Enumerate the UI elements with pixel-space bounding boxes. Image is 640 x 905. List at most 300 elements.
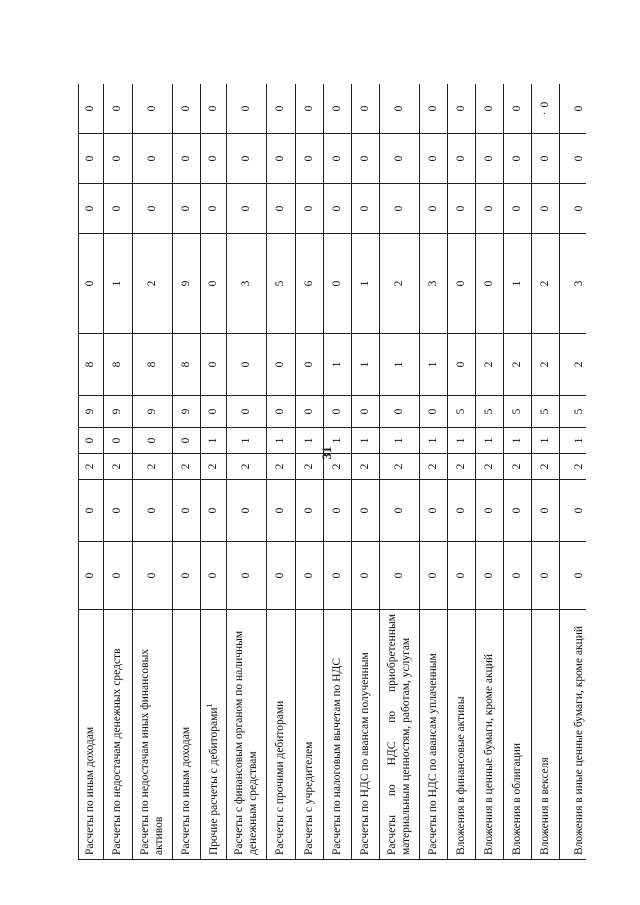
code-cell <box>532 542 560 610</box>
code-digit: 2 <box>572 463 585 470</box>
code-digit: 0 <box>482 572 495 579</box>
row-label <box>420 610 448 860</box>
code-digit: 0 <box>274 507 287 514</box>
code-cell <box>173 396 201 428</box>
code-cell <box>448 84 476 134</box>
code-cell <box>79 454 104 480</box>
code-digit: 0 <box>84 572 97 579</box>
code-digit: 0 <box>239 507 252 514</box>
code-digit: 2 <box>510 463 523 470</box>
code-digit: 2 <box>145 463 158 470</box>
code-digit: 0 <box>510 155 523 162</box>
code-cell <box>324 184 352 234</box>
code-digit: 0 <box>510 507 523 514</box>
code-digit: 0 <box>392 155 405 162</box>
row-label-text: Расчеты по НДС по приобретенным материальным ценностям, работам, услугам <box>386 614 412 855</box>
code-cell <box>79 134 104 184</box>
code-digit: 0 <box>426 205 439 212</box>
code-cell <box>173 454 201 480</box>
row-label <box>133 610 173 860</box>
code-digit: 0 <box>392 105 405 112</box>
code-cell <box>352 428 380 454</box>
row-label-text: Вложения в иные ценные бумаги, кроме акций <box>572 625 585 855</box>
code-digit: 0 <box>426 408 439 415</box>
code-digit: 0 <box>392 408 405 415</box>
code-digit: 9 <box>179 408 192 415</box>
code-digit: 8 <box>84 361 97 368</box>
code-digit: 0 <box>274 105 287 112</box>
code-cell <box>267 84 296 134</box>
code-digit: 0 <box>302 507 315 514</box>
code-digit: 1 <box>482 437 495 444</box>
code-cell <box>504 84 532 134</box>
code-digit: 0 <box>302 105 315 112</box>
code-cell <box>227 184 267 234</box>
code-cell <box>79 428 104 454</box>
code-digit: 5 <box>572 408 585 415</box>
code-digit: 1 <box>358 437 371 444</box>
code-digit: 0 <box>572 572 585 579</box>
code-digit: 0 <box>510 205 523 212</box>
code-digit: 0 <box>482 205 495 212</box>
code-digit: 0 <box>572 205 585 212</box>
table-row <box>532 84 560 860</box>
code-digit: 9 <box>145 408 158 415</box>
rotated-table <box>78 84 586 860</box>
code-cell <box>324 542 352 610</box>
accounts-table-container <box>78 84 586 860</box>
code-digit: 0 <box>330 408 343 415</box>
code-digit: 0 <box>84 155 97 162</box>
code-cell <box>504 542 532 610</box>
code-digit: 0 <box>145 572 158 579</box>
code-cell <box>352 454 380 480</box>
code-digit: 1 <box>330 361 343 368</box>
row-label <box>504 610 532 860</box>
code-cell <box>267 184 296 234</box>
code-digit: 8 <box>145 361 158 368</box>
code-cell <box>104 184 133 234</box>
code-cell <box>79 334 104 396</box>
code-digit: 0 <box>392 507 405 514</box>
code-digit: 3 <box>572 280 585 287</box>
code-cell <box>79 234 104 334</box>
code-cell <box>324 134 352 184</box>
code-digit: 0 <box>454 105 467 112</box>
code-digit: 0 <box>145 105 158 112</box>
table-row <box>324 84 352 860</box>
code-cell <box>296 334 324 396</box>
code-cell <box>504 396 532 428</box>
code-digit: 0 <box>358 408 371 415</box>
code-cell <box>324 454 352 480</box>
code-cell <box>104 480 133 542</box>
code-digit: 0 <box>330 572 343 579</box>
code-cell <box>296 184 324 234</box>
code-digit: 1 <box>538 437 551 444</box>
code-cell <box>133 542 173 610</box>
code-cell <box>420 480 448 542</box>
table-row <box>173 84 201 860</box>
code-cell <box>532 480 560 542</box>
code-cell <box>532 396 560 428</box>
row-label-text: Расчеты с финансовым органом по наличным денежным средствам <box>233 630 259 855</box>
table-row <box>201 84 227 860</box>
code-cell <box>380 334 420 396</box>
row-label <box>173 610 201 860</box>
code-digit: 0 <box>111 155 124 162</box>
row-label <box>476 610 504 860</box>
code-cell <box>448 428 476 454</box>
code-digit: 1 <box>358 361 371 368</box>
code-digit: 0 <box>239 205 252 212</box>
row-label <box>79 610 104 860</box>
code-digit: 1 <box>454 437 467 444</box>
code-cell <box>267 480 296 542</box>
code-cell <box>420 134 448 184</box>
code-cell <box>532 454 560 480</box>
code-cell <box>448 454 476 480</box>
code-digit: 0 <box>454 280 467 287</box>
code-cell <box>476 480 504 542</box>
row-label <box>448 610 476 860</box>
code-cell <box>227 234 267 334</box>
code-digit: 1 <box>572 437 585 444</box>
code-digit: 0 <box>482 105 495 112</box>
code-digit: 0 <box>302 361 315 368</box>
row-label-text: Вложения в векселя <box>538 757 551 855</box>
code-digit: 0 <box>358 572 371 579</box>
code-digit: 1 <box>358 280 371 287</box>
row-label-text: Расчеты по недостачам иных финансовых активов <box>139 648 165 855</box>
code-cell <box>296 454 324 480</box>
code-digit: 0 <box>426 155 439 162</box>
row-label <box>324 610 352 860</box>
code-digit: 0 <box>302 408 315 415</box>
code-digit: 0 <box>482 155 495 162</box>
code-digit: 0 <box>482 507 495 514</box>
code-cell <box>420 454 448 480</box>
code-cell <box>380 480 420 542</box>
code-cell <box>352 334 380 396</box>
code-cell <box>173 428 201 454</box>
code-digit: 0 <box>206 572 219 579</box>
code-digit: 0 <box>239 408 252 415</box>
code-digit: 1 <box>510 280 523 287</box>
code-cell <box>173 480 201 542</box>
code-cell <box>448 134 476 184</box>
code-digit: 2 <box>538 463 551 470</box>
code-digit: 9 <box>179 280 192 287</box>
table-row <box>133 84 173 860</box>
row-label-text: Расчеты по иным доходам <box>84 726 97 855</box>
table-row <box>560 84 587 860</box>
code-cell <box>324 234 352 334</box>
code-cell <box>532 334 560 396</box>
code-digit: 0 <box>358 507 371 514</box>
code-digit: 0 <box>454 361 467 368</box>
row-label-text: Вложения в облигации <box>510 742 523 855</box>
code-cell <box>324 84 352 134</box>
code-cell <box>420 334 448 396</box>
row-label-text: Расчеты по НДС по авансам уплаченным <box>426 653 439 855</box>
code-digit: 2 <box>482 463 495 470</box>
code-cell <box>201 542 227 610</box>
code-cell <box>296 396 324 428</box>
code-cell <box>324 480 352 542</box>
row-label <box>296 610 324 860</box>
code-cell <box>504 428 532 454</box>
code-digit: 0 <box>572 105 585 112</box>
code-cell <box>104 396 133 428</box>
code-digit: 0 <box>179 205 192 212</box>
code-digit: 0 <box>330 280 343 287</box>
code-digit: 0 <box>358 105 371 112</box>
row-label <box>227 610 267 860</box>
code-cell <box>380 396 420 428</box>
code-digit: 1 <box>330 437 343 444</box>
code-digit: 1 <box>392 361 405 368</box>
code-cell <box>133 396 173 428</box>
code-cell <box>560 184 587 234</box>
row-label-text: Вложения в ценные бумаги, кроме акций <box>482 653 495 855</box>
code-cell <box>504 184 532 234</box>
code-cell <box>560 334 587 396</box>
code-cell <box>504 134 532 184</box>
code-digit: 1 <box>510 437 523 444</box>
code-cell <box>173 134 201 184</box>
code-digit: 0 <box>206 408 219 415</box>
code-cell <box>352 84 380 134</box>
code-digit: 0 <box>572 507 585 514</box>
code-digit: 0 <box>84 105 97 112</box>
code-cell <box>104 234 133 334</box>
code-digit: 0 <box>454 572 467 579</box>
code-cell <box>173 234 201 334</box>
code-cell <box>532 84 560 134</box>
code-cell <box>476 454 504 480</box>
code-digit: 2 <box>538 361 551 368</box>
row-label-text: Расчеты по недостачам денежных средств <box>111 648 124 855</box>
code-cell <box>79 480 104 542</box>
code-digit: 0 <box>111 437 124 444</box>
code-cell <box>296 428 324 454</box>
code-digit: 0 <box>426 105 439 112</box>
code-digit: 0 <box>111 105 124 112</box>
code-digit: 2 <box>145 280 158 287</box>
code-digit: 0 <box>84 205 97 212</box>
code-digit: 0 <box>239 155 252 162</box>
row-label-text: Расчеты по иным доходам <box>179 726 192 855</box>
code-cell <box>267 396 296 428</box>
row-label <box>104 610 133 860</box>
code-cell <box>133 334 173 396</box>
code-digit: 0 <box>179 507 192 514</box>
code-digit: 0 <box>111 507 124 514</box>
page-number: 31 <box>319 446 334 460</box>
code-cell <box>296 542 324 610</box>
code-digit: 0 <box>392 205 405 212</box>
code-cell <box>227 396 267 428</box>
code-cell <box>352 184 380 234</box>
row-label <box>532 610 560 860</box>
code-cell <box>324 428 352 454</box>
code-cell <box>227 84 267 134</box>
table-row <box>104 84 133 860</box>
code-digit: 0 <box>206 205 219 212</box>
code-cell <box>448 542 476 610</box>
code-digit: 2 <box>302 463 315 470</box>
code-digit: 9 <box>111 408 124 415</box>
code-digit: 1 <box>426 361 439 368</box>
code-cell <box>560 480 587 542</box>
code-digit: 2 <box>572 361 585 368</box>
code-cell <box>267 542 296 610</box>
code-digit: 0 <box>454 205 467 212</box>
code-cell <box>380 84 420 134</box>
code-digit: 3 <box>426 280 439 287</box>
code-cell <box>380 184 420 234</box>
code-digit: 0 <box>274 205 287 212</box>
code-cell <box>201 334 227 396</box>
code-cell <box>79 184 104 234</box>
code-digit: 2 <box>454 463 467 470</box>
code-cell <box>476 184 504 234</box>
code-digit: 0 <box>482 280 495 287</box>
code-cell <box>352 234 380 334</box>
code-cell <box>420 84 448 134</box>
row-label <box>560 610 587 860</box>
code-cell <box>267 234 296 334</box>
code-cell <box>104 134 133 184</box>
code-cell <box>79 542 104 610</box>
code-cell <box>104 84 133 134</box>
code-cell <box>476 542 504 610</box>
code-cell <box>133 134 173 184</box>
code-digit: 5 <box>510 408 523 415</box>
code-cell <box>504 334 532 396</box>
code-digit: 0 <box>179 105 192 112</box>
code-digit: 3 <box>239 280 252 287</box>
code-cell <box>267 428 296 454</box>
code-cell <box>448 396 476 428</box>
code-cell <box>448 184 476 234</box>
code-digit: 0 <box>330 507 343 514</box>
code-digit: 0 <box>84 280 97 287</box>
code-cell <box>560 542 587 610</box>
code-cell <box>104 542 133 610</box>
code-cell <box>267 334 296 396</box>
code-digit: 2 <box>482 361 495 368</box>
code-cell <box>296 84 324 134</box>
code-cell <box>476 428 504 454</box>
code-digit: 0 <box>454 507 467 514</box>
code-cell <box>380 542 420 610</box>
code-digit: 8 <box>111 361 124 368</box>
code-digit: 0 <box>302 155 315 162</box>
table-row <box>448 84 476 860</box>
code-cell <box>476 134 504 184</box>
code-cell <box>173 84 201 134</box>
code-cell <box>448 480 476 542</box>
row-label-text: Расчеты с прочими дебиторами <box>274 700 287 855</box>
row-label-text: Расчеты с учредителем <box>302 741 315 855</box>
code-cell <box>476 234 504 334</box>
table-row <box>380 84 420 860</box>
code-digit: 9 <box>84 408 97 415</box>
code-cell <box>532 134 560 184</box>
code-cell <box>560 84 587 134</box>
code-cell <box>476 396 504 428</box>
code-digit: 1 <box>239 437 252 444</box>
code-cell <box>560 428 587 454</box>
code-cell <box>380 454 420 480</box>
code-digit: 2 <box>392 463 405 470</box>
code-cell <box>227 428 267 454</box>
code-digit: 0 <box>239 572 252 579</box>
code-cell <box>173 542 201 610</box>
code-digit: 0 <box>84 437 97 444</box>
code-digit: 0 <box>392 572 405 579</box>
code-digit: 0 <box>145 155 158 162</box>
code-cell <box>420 184 448 234</box>
code-cell <box>560 234 587 334</box>
code-digit: 0 <box>358 155 371 162</box>
table-row <box>476 84 504 860</box>
code-cell <box>104 454 133 480</box>
code-digit: 0 <box>274 155 287 162</box>
code-digit: 0 <box>206 280 219 287</box>
code-digit: 2 <box>330 463 343 470</box>
code-cell <box>173 334 201 396</box>
code-cell <box>267 454 296 480</box>
code-cell <box>532 428 560 454</box>
code-cell <box>560 454 587 480</box>
row-label-text: Вложения в финансовые активы <box>454 696 467 855</box>
code-digit: 0 <box>111 572 124 579</box>
code-digit: 0 <box>179 572 192 579</box>
code-cell <box>133 184 173 234</box>
code-digit: 0 <box>538 572 551 579</box>
code-digit: 0 <box>206 105 219 112</box>
code-cell <box>352 542 380 610</box>
code-digit: 5 <box>454 408 467 415</box>
code-digit: 0 <box>358 205 371 212</box>
code-digit: 0 <box>426 507 439 514</box>
code-digit: 8 <box>179 361 192 368</box>
row-label-text: Расчеты по налоговым вычетам по НДС <box>330 657 343 855</box>
code-cell <box>201 184 227 234</box>
code-digit: 2 <box>426 463 439 470</box>
code-digit: 0 <box>538 507 551 514</box>
code-digit: 0 <box>274 361 287 368</box>
code-digit: 0 <box>145 437 158 444</box>
code-digit: 2 <box>274 463 287 470</box>
code-cell <box>420 542 448 610</box>
code-cell <box>504 480 532 542</box>
code-digit: 0 <box>426 572 439 579</box>
code-cell <box>504 234 532 334</box>
code-digit: 0 <box>206 507 219 514</box>
code-digit: 2 <box>111 463 124 470</box>
code-cell <box>133 428 173 454</box>
code-digit: 2 <box>84 463 97 470</box>
code-cell <box>133 454 173 480</box>
code-cell <box>267 134 296 184</box>
code-cell <box>448 234 476 334</box>
code-digit: 0 <box>179 437 192 444</box>
code-cell <box>448 334 476 396</box>
